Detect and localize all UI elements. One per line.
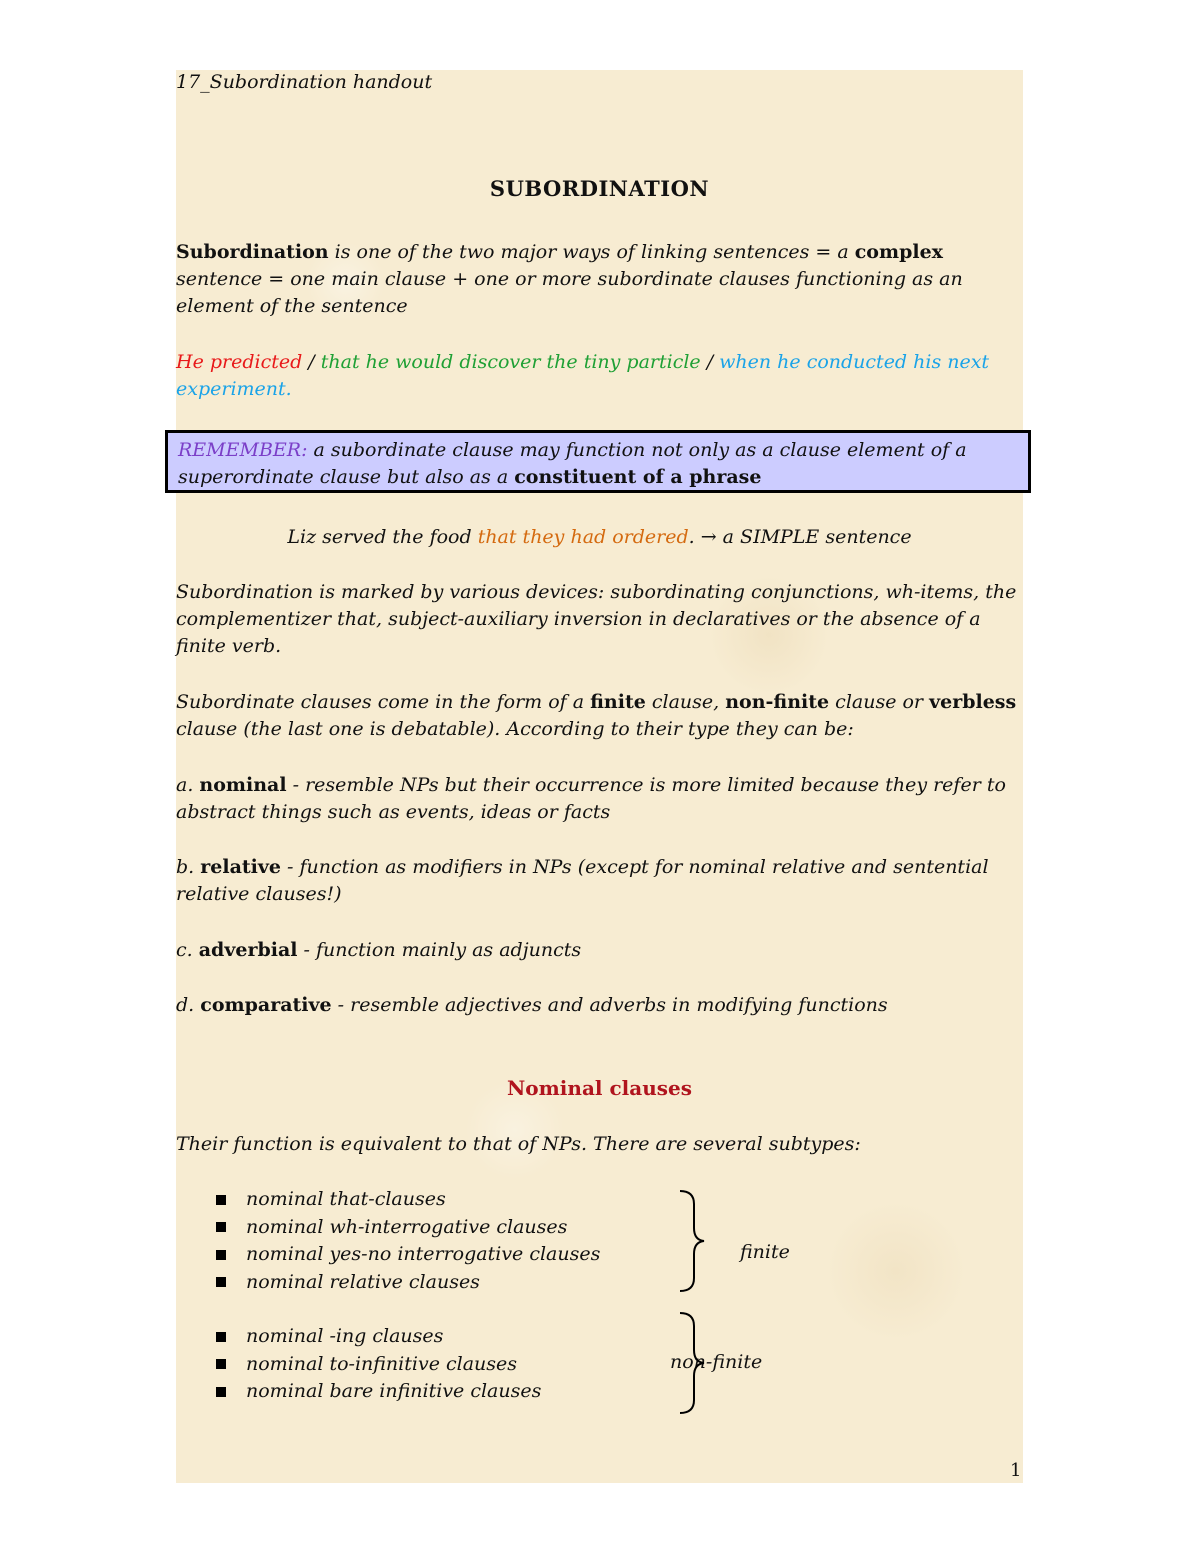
- type-c: [176, 937, 1023, 964]
- type-letter: a.: [176, 774, 200, 796]
- separator: /: [700, 351, 720, 373]
- bullet-icon: [216, 1195, 226, 1205]
- remember-text: a subordinate clause may function not only as a clause element of a: [307, 439, 967, 461]
- type-b: [176, 854, 1023, 908]
- term-complex: complex: [854, 241, 943, 263]
- type-desc-2: abstract things such as events, ideas or facts: [176, 801, 611, 823]
- forms-text: clause,: [645, 691, 726, 713]
- nonfinite-label: non-finite: [670, 1351, 763, 1373]
- list-item-label: nominal wh-interrogative clauses: [246, 1215, 568, 1238]
- type-name: adverbial: [198, 939, 298, 961]
- remember-bold: constituent of a phrase: [514, 466, 762, 488]
- nominal-clause: that he would discover the tiny particle: [320, 351, 701, 373]
- list-item-label: nominal to-infinitive clauses: [246, 1352, 518, 1375]
- adverbial-clause-end: experiment.: [176, 378, 292, 400]
- list-item-label: nominal -ing clauses: [246, 1325, 444, 1347]
- bullet-icon: [216, 1332, 226, 1342]
- type-desc-2: relative clauses!): [176, 883, 342, 905]
- type-desc: - resemble adjectives and adverbs in modifying functions: [331, 994, 888, 1016]
- right-brace-icon: [672, 1188, 712, 1294]
- example2-main: Liz served the food: [287, 526, 478, 548]
- intro-paragraph: [176, 239, 1023, 320]
- page-number: 1: [1010, 1460, 1022, 1481]
- handout-header: 17_Subordination handout: [176, 71, 433, 93]
- adverbial-clause: when he conducted his next: [719, 351, 990, 373]
- nonfinite-list: [216, 1323, 541, 1406]
- example2-note: . → a SIMPLE sentence: [688, 526, 912, 548]
- term-non-finite: non-finite: [725, 691, 830, 713]
- bullet-icon: [216, 1250, 226, 1260]
- type-desc: - function as modifiers in NPs (except for nominal relative and sentential: [281, 856, 989, 878]
- bullet-icon: [216, 1222, 226, 1232]
- type-letter: d.: [176, 994, 201, 1016]
- devices-line-1: Subordination is marked by various devices: subordinating conjunctions, wh-items, the: [176, 581, 1017, 603]
- finite-list: [216, 1186, 600, 1296]
- type-desc: - resemble NPs but their occurrence is more limited because they refer to: [286, 774, 1006, 796]
- bullet-icon: [216, 1277, 226, 1287]
- remember-label: REMEMBER:: [178, 439, 308, 461]
- devices-paragraph: [176, 579, 1023, 660]
- intro-text: is one of the two major ways of linking sentences = a: [328, 241, 855, 263]
- bullet-icon: [216, 1359, 226, 1369]
- list-item-label: nominal yes-no interrogative clauses: [246, 1243, 601, 1265]
- term-finite: finite: [590, 691, 646, 713]
- term-verbless: verbless: [929, 691, 1017, 713]
- list-item: [216, 1351, 541, 1379]
- forms-text: clause or: [829, 691, 930, 713]
- type-a: [176, 772, 1023, 826]
- type-letter: c.: [176, 939, 199, 961]
- relative-clause: that they had ordered: [477, 526, 689, 548]
- type-letter: b.: [176, 856, 201, 878]
- forms-text: Subordinate clauses come in the form of a: [176, 691, 591, 713]
- list-item: [216, 1186, 600, 1214]
- example-sentence-1: [176, 349, 1023, 403]
- list-item: [216, 1323, 541, 1351]
- remember-box: [165, 430, 1031, 493]
- type-desc: - function mainly as adjuncts: [297, 939, 582, 961]
- type-name: comparative: [200, 994, 332, 1016]
- right-brace-icon: [672, 1310, 712, 1416]
- list-item-label: nominal that-clauses: [246, 1188, 446, 1210]
- type-d: [176, 992, 1023, 1019]
- main-clause: He predicted: [176, 351, 303, 373]
- example-sentence-2: [176, 524, 1023, 551]
- term-subordination: Subordination: [176, 241, 329, 263]
- bullet-icon: [216, 1387, 226, 1397]
- intro-line-3: element of the sentence: [176, 295, 408, 317]
- list-item-label: nominal bare infinitive clauses: [246, 1380, 542, 1402]
- list-item: [216, 1214, 600, 1242]
- finite-label: finite: [740, 1241, 790, 1263]
- devices-line-3: finite verb.: [176, 635, 282, 657]
- type-name: relative: [200, 856, 281, 878]
- list-item: [216, 1269, 600, 1297]
- forms-paragraph: [176, 689, 1023, 743]
- nominal-intro: Their function is equivalent to that of NPs. There are several subtypes:: [176, 1133, 861, 1155]
- list-item: [216, 1241, 600, 1269]
- list-item-label: nominal relative clauses: [246, 1270, 480, 1293]
- list-item: [216, 1378, 541, 1406]
- devices-line-2: complementizer that, subject-auxiliary inversion in declaratives or the absence of a: [176, 608, 981, 630]
- type-name: nominal: [199, 774, 287, 796]
- forms-line-2: clause (the last one is debatable). According to their type they can be:: [176, 718, 854, 740]
- separator: /: [302, 351, 321, 373]
- page-title: SUBORDINATION: [489, 176, 710, 201]
- intro-line-1: [176, 239, 1023, 266]
- intro-line-2: sentence = one main clause + one or more subordinate clauses functioning as an: [176, 268, 963, 290]
- section-title-nominal: Nominal clauses: [507, 1076, 692, 1100]
- remember-text-2: superordinate clause but also as a: [178, 466, 515, 488]
